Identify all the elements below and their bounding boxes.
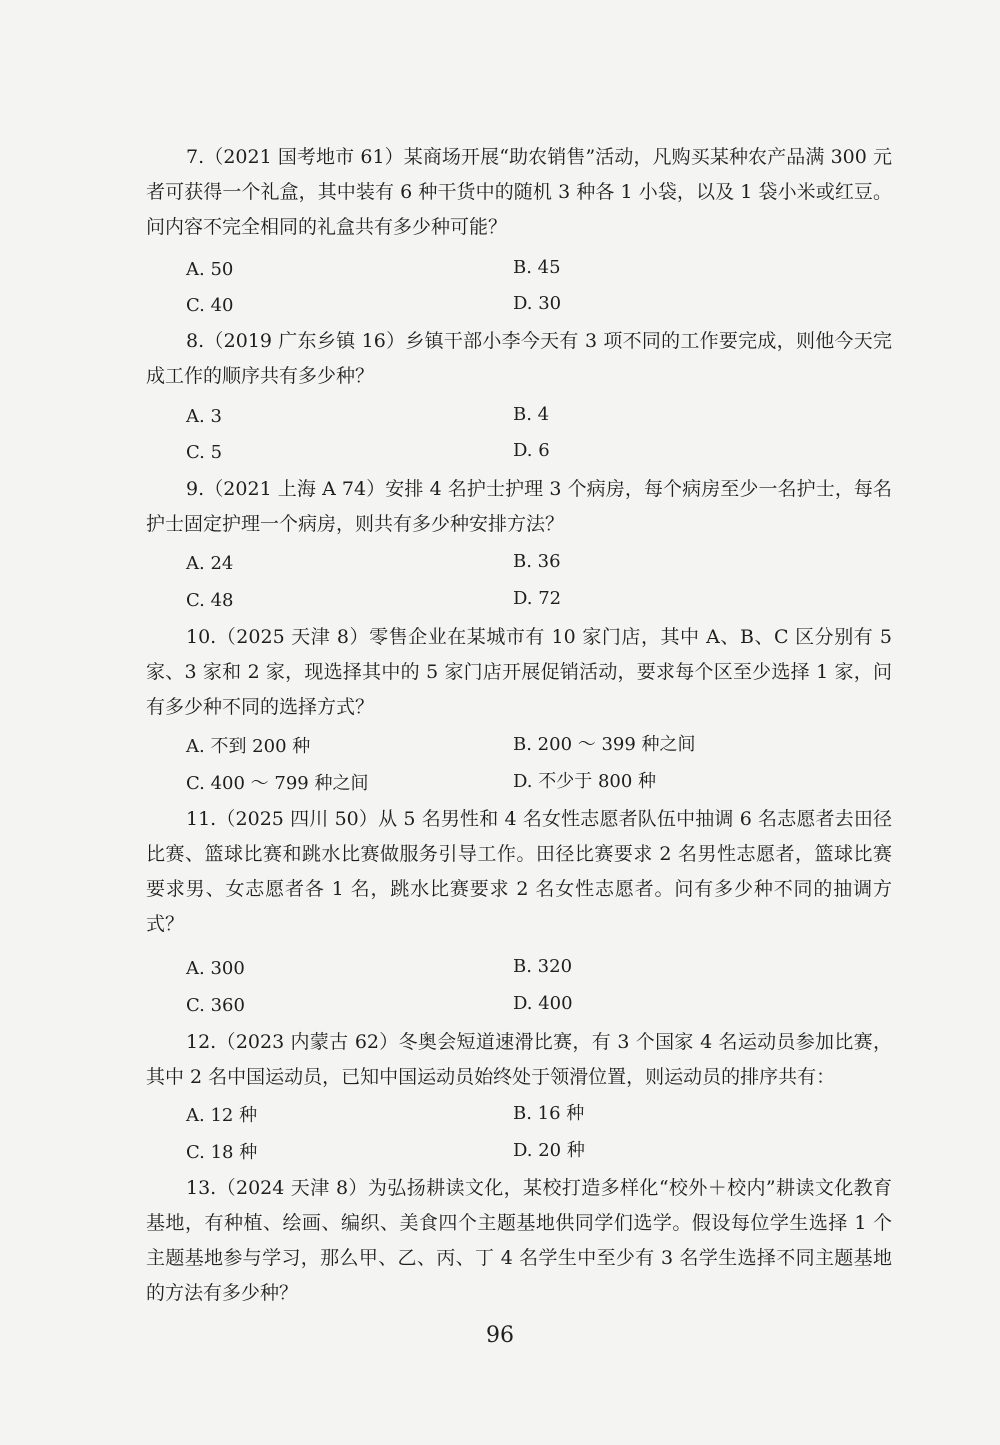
question-7-option-b: B. 45 <box>513 257 561 278</box>
question-10-text: 10.（2025 天津 8）零售企业在某城市有 10 家门店，其中 A、B、C 区分别有 5 家、3 家和 2 家，现选择其中的 5 家门店开展促销活动，要求每个区至少选择 1 家，问有多少种不同的选择方式？ <box>146 626 892 718</box>
question-9-text: 9.（2021 上海 A 74）安排 4 名护士护理 3 个病房，每个病房至少一名护士，每名护士固定护理一个病房，则共有多少种安排方法？ <box>146 478 892 535</box>
question-8-text: 8.（2019 广东乡镇 16）乡镇干部小李今天有 3 项不同的工作要完成，则他今天完成工作的顺序共有多少种？ <box>146 330 892 387</box>
question-12-option-a: A. 12 种 <box>186 1105 258 1126</box>
question-11-option-a: A. 300 <box>186 958 245 979</box>
question-8-option-b: B. 4 <box>513 404 550 425</box>
question-7-option-a: A. 50 <box>186 259 234 280</box>
question-13-text: 13.（2024 天津 8）为弘扬耕读文化，某校打造多样化“校外＋校内”耕读文化教育基地，有种植、绘画、编织、美食四个主题基地供同学们选学。假设每位学生选择 1 个主题基地参与学习，那么甲、乙、丙、丁 4 名学生中至少有 3 名学生选择不同主题基地的方法有多少种？ <box>146 1177 892 1304</box>
question-9-option-d: D. 72 <box>513 588 562 609</box>
question-12-option-d: D. 20 种 <box>513 1140 585 1161</box>
question-8-option-d: D. 6 <box>513 440 550 461</box>
question-11-option-c: C. 360 <box>186 995 245 1016</box>
question-10-option-c: C. 400 ～ 799 种之间 <box>186 773 369 794</box>
question-9-option-a: A. 24 <box>186 553 234 574</box>
question-8-option-c: C. 5 <box>186 442 223 463</box>
question-11-option-d: D. 400 <box>513 993 573 1014</box>
question-11-option-b: B. 320 <box>513 956 573 977</box>
question-12-text: 12.（2023 内蒙古 62）冬奥会短道速滑比赛，有 3 个国家 4 名运动员参加比赛，其中 2 名中国运动员，已知中国运动员始终处于领滑位置，则运动员的排序共有： <box>146 1031 892 1088</box>
question-7-text: 7.（2021 国考地市 61）某商场开展“助农销售”活动，凡购买某种农产品满 300 元者可获得一个礼盒，其中装有 6 种干货中的随机 3 种各 1 小袋，以及 1 袋小米或红豆。问内容不完全相同的礼盒共有多少种可能？ <box>146 146 892 238</box>
question-10-option-a: A. 不到 200 种 <box>186 736 311 757</box>
page-number: 96 <box>486 1323 514 1348</box>
question-7-option-d: D. 30 <box>513 293 562 314</box>
question-11-text: 11.（2025 四川 50）从 5 名男性和 4 名女性志愿者队伍中抽调 6 名志愿者去田径比赛、篮球比赛和跳水比赛做服务引导工作。田径比赛要求 2 名男性志愿者，篮球比赛要求男、女志愿者各 1 名，跳水比赛要求 2 名女性志愿者。问有多少种不同的抽调方式？ <box>146 808 892 935</box>
question-9-option-b: B. 36 <box>513 551 561 572</box>
question-9-option-c: C. 48 <box>186 590 234 611</box>
question-10-option-b: B. 200 ～ 399 种之间 <box>513 734 696 755</box>
question-12-option-b: B. 16 种 <box>513 1103 585 1124</box>
question-8-option-a: A. 3 <box>186 406 222 427</box>
question-10-option-d: D. 不少于 800 种 <box>513 771 657 792</box>
question-7-option-c: C. 40 <box>186 295 234 316</box>
question-12-option-c: C. 18 种 <box>186 1142 258 1163</box>
